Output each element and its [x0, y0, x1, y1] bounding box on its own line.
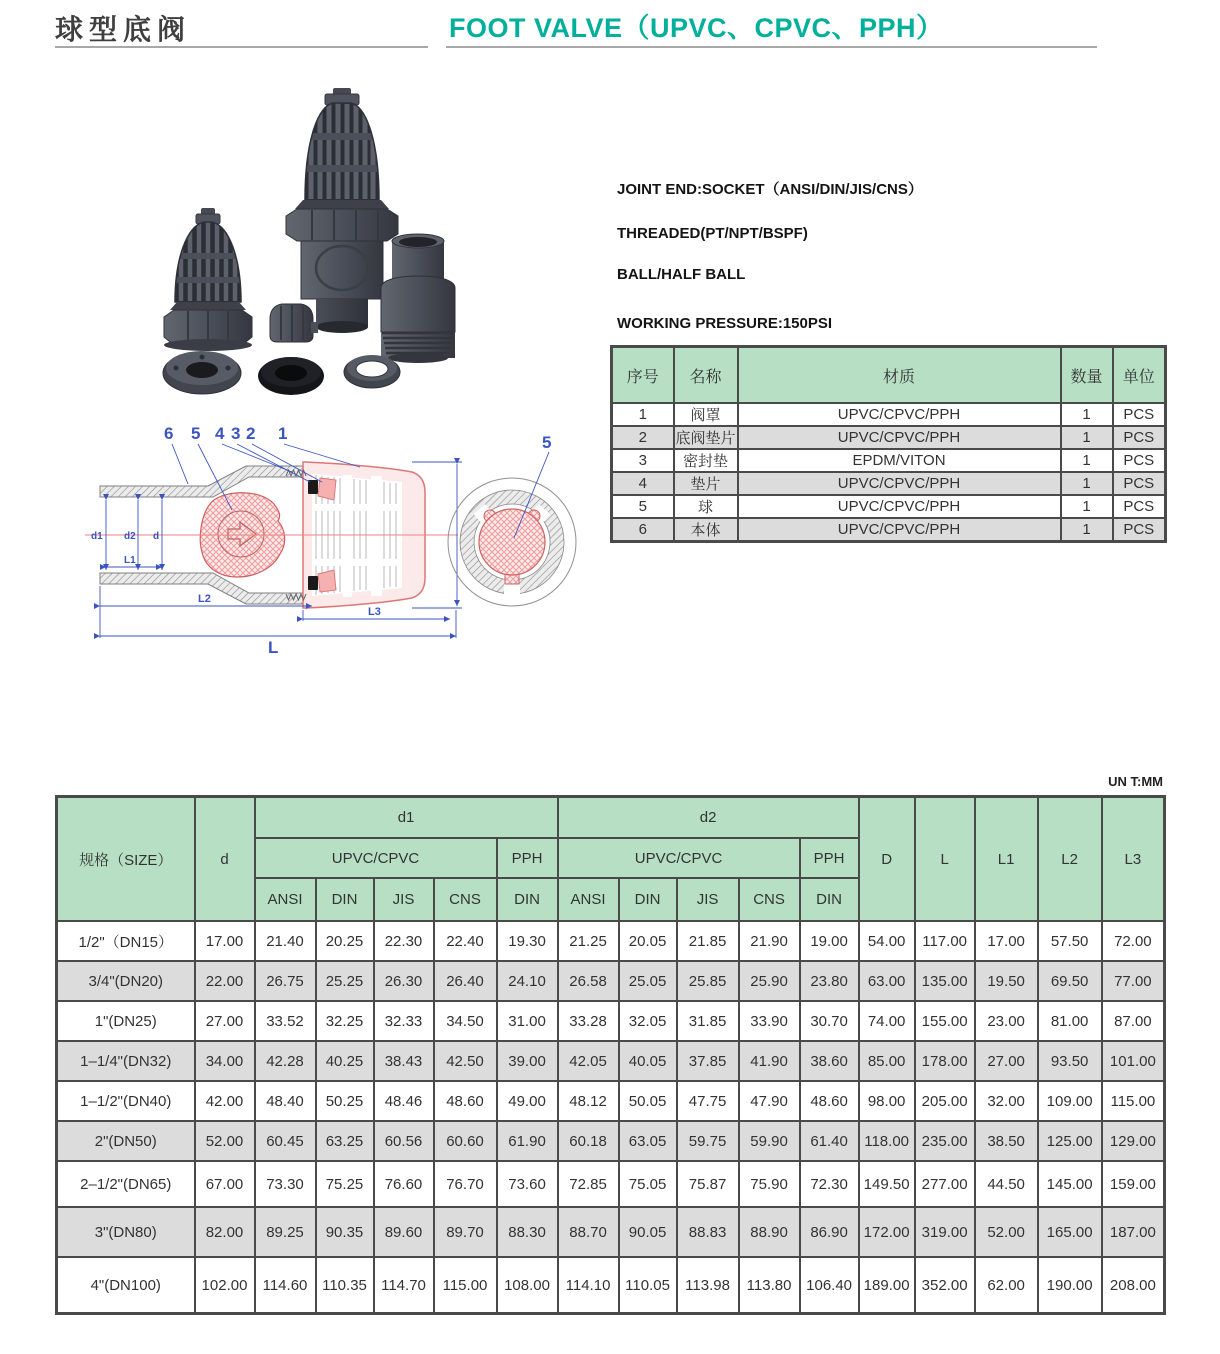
value-cell: 21.85: [677, 921, 739, 961]
size-cell: 3/4"(DN20): [57, 961, 195, 1001]
value-cell: 32.00: [975, 1081, 1038, 1121]
value-cell: 38.60: [800, 1041, 859, 1081]
value-cell: 75.90: [739, 1161, 800, 1207]
callout-front-5: 5: [542, 433, 552, 452]
value-cell: 61.40: [800, 1121, 859, 1161]
value-cell: 25.85: [677, 961, 739, 1001]
size-cell: 1–1/2"(DN40): [57, 1081, 195, 1121]
value-cell: 165.00: [1038, 1207, 1102, 1257]
size-cell: 1–1/4"(DN32): [57, 1041, 195, 1081]
material-group-pph: PPH: [497, 838, 558, 878]
value-cell: 50.05: [619, 1081, 677, 1121]
dim-label-d: d: [153, 531, 160, 542]
standard-header: ANSI: [255, 878, 316, 921]
cell: 1: [1061, 403, 1113, 426]
value-cell: 25.25: [316, 961, 374, 1001]
column-header-D: D: [859, 797, 915, 922]
value-cell: 21.90: [739, 921, 800, 961]
cell: PCS: [1113, 426, 1166, 449]
value-cell: 54.00: [859, 921, 915, 961]
value-cell: 27.00: [195, 1001, 255, 1041]
size-cell: 1"(DN25): [57, 1001, 195, 1041]
page-title-chinese: 球型底阀: [55, 14, 192, 45]
value-cell: 38.43: [374, 1041, 434, 1081]
value-cell: 82.00: [195, 1207, 255, 1257]
value-cell: 74.00: [859, 1001, 915, 1041]
spec-line: THREADED(PT/NPT/BSPF): [617, 225, 808, 242]
size-cell: 1/2"（DN15）: [57, 921, 195, 961]
value-cell: 114.70: [374, 1257, 434, 1314]
dim-table-body: [57, 921, 1165, 1314]
callout-3: 3: [231, 424, 241, 443]
value-cell: 41.90: [739, 1041, 800, 1081]
drawing-front-view: [448, 433, 576, 606]
value-cell: 110.35: [316, 1257, 374, 1314]
value-cell: 115.00: [1102, 1081, 1165, 1121]
value-cell: 106.40: [800, 1257, 859, 1314]
value-cell: 90.35: [316, 1207, 374, 1257]
cell: 1: [1061, 472, 1113, 495]
value-cell: 40.05: [619, 1041, 677, 1081]
header-divider-left: [55, 46, 428, 48]
callout-5: 5: [191, 424, 201, 443]
table-row: [612, 403, 1166, 426]
value-cell: 85.00: [859, 1041, 915, 1081]
value-cell: 32.33: [374, 1001, 434, 1041]
value-cell: 60.60: [434, 1121, 497, 1161]
table-row: [612, 518, 1166, 542]
value-cell: 205.00: [915, 1081, 975, 1121]
value-cell: 61.90: [497, 1121, 558, 1161]
cell: UPVC/CPVC/PPH: [738, 403, 1061, 426]
value-cell: 149.50: [859, 1161, 915, 1207]
value-cell: 32.05: [619, 1001, 677, 1041]
column-header-d: d: [195, 797, 255, 922]
value-cell: 69.50: [1038, 961, 1102, 1001]
callout-1: 1: [278, 424, 288, 443]
value-cell: 81.00: [1038, 1001, 1102, 1041]
dim-label-l2: L2: [198, 593, 211, 605]
value-cell: 49.00: [497, 1081, 558, 1121]
dim-label-l: L: [268, 638, 279, 655]
value-cell: 21.25: [558, 921, 619, 961]
column-header-size: 规格（SIZE）: [57, 797, 195, 922]
table-row: [612, 449, 1166, 472]
column-header: 序号: [612, 347, 674, 404]
value-cell: 31.00: [497, 1001, 558, 1041]
dim-label-l3: L3: [368, 606, 381, 618]
cell: 密封垫: [674, 449, 738, 472]
value-cell: 19.00: [800, 921, 859, 961]
value-cell: 88.30: [497, 1207, 558, 1257]
drawing-section-view: [85, 462, 458, 608]
callout-6: 6: [164, 424, 174, 443]
value-cell: 75.87: [677, 1161, 739, 1207]
photo-cap: [270, 304, 318, 342]
cell: 1: [1061, 518, 1113, 542]
value-cell: 72.85: [558, 1161, 619, 1207]
value-cell: 72.30: [800, 1161, 859, 1207]
cell: UPVC/CPVC/PPH: [738, 518, 1061, 542]
column-header: 材质: [738, 347, 1061, 404]
value-cell: 115.00: [434, 1257, 497, 1314]
cell: 6: [612, 518, 674, 542]
standard-header: DIN: [497, 878, 558, 921]
value-cell: 24.10: [497, 961, 558, 1001]
cell: PCS: [1113, 472, 1166, 495]
table-row: [57, 961, 1165, 1001]
value-cell: 39.00: [497, 1041, 558, 1081]
standard-header: DIN: [316, 878, 374, 921]
unit-note: UN T:MM: [1108, 774, 1163, 789]
column-header-L1: L1: [975, 797, 1038, 922]
cell: 1: [612, 403, 674, 426]
value-cell: 38.50: [975, 1121, 1038, 1161]
value-cell: 33.52: [255, 1001, 316, 1041]
cell: UPVC/CPVC/PPH: [738, 426, 1061, 449]
table-row: [57, 921, 1165, 961]
value-cell: 319.00: [915, 1207, 975, 1257]
value-cell: 125.00: [1038, 1121, 1102, 1161]
value-cell: 172.00: [859, 1207, 915, 1257]
value-cell: 63.00: [859, 961, 915, 1001]
value-cell: 235.00: [915, 1121, 975, 1161]
column-header-L: L: [915, 797, 975, 922]
material-group-upvc-cpvc: UPVC/CPVC: [558, 838, 800, 878]
value-cell: 47.75: [677, 1081, 739, 1121]
value-cell: 26.30: [374, 961, 434, 1001]
standard-header: JIS: [677, 878, 739, 921]
value-cell: 117.00: [915, 921, 975, 961]
value-cell: 40.25: [316, 1041, 374, 1081]
value-cell: 31.85: [677, 1001, 739, 1041]
parts-table-header-row: [612, 347, 1166, 404]
table-row: [57, 1081, 1165, 1121]
value-cell: 50.25: [316, 1081, 374, 1121]
spec-line: BALL/HALF BALL: [617, 266, 746, 283]
value-cell: 109.00: [1038, 1081, 1102, 1121]
callout-4: 4: [215, 424, 225, 443]
size-cell: 3"(DN80): [57, 1207, 195, 1257]
parts-table: [610, 345, 1167, 543]
value-cell: 77.00: [1102, 961, 1165, 1001]
value-cell: 352.00: [915, 1257, 975, 1314]
value-cell: 33.28: [558, 1001, 619, 1041]
column-group-d1: d1: [255, 797, 558, 839]
value-cell: 17.00: [975, 921, 1038, 961]
value-cell: 25.05: [619, 961, 677, 1001]
value-cell: 52.00: [195, 1121, 255, 1161]
value-cell: 118.00: [859, 1121, 915, 1161]
value-cell: 30.70: [800, 1001, 859, 1041]
column-header: 名称: [674, 347, 738, 404]
cell: EPDM/VITON: [738, 449, 1061, 472]
material-group-upvc-cpvc: UPVC/CPVC: [255, 838, 497, 878]
value-cell: 129.00: [1102, 1121, 1165, 1161]
value-cell: 19.50: [975, 961, 1038, 1001]
value-cell: 87.00: [1102, 1001, 1165, 1041]
value-cell: 76.70: [434, 1161, 497, 1207]
table-row: [57, 1257, 1165, 1314]
value-cell: 72.00: [1102, 921, 1165, 961]
value-cell: 25.90: [739, 961, 800, 1001]
value-cell: 44.50: [975, 1161, 1038, 1207]
value-cell: 76.60: [374, 1161, 434, 1207]
cell: 4: [612, 472, 674, 495]
value-cell: 48.12: [558, 1081, 619, 1121]
product-photo: [100, 75, 600, 420]
header-divider-right: [446, 46, 1097, 48]
value-cell: 75.25: [316, 1161, 374, 1207]
value-cell: 26.40: [434, 961, 497, 1001]
value-cell: 34.50: [434, 1001, 497, 1041]
value-cell: 88.83: [677, 1207, 739, 1257]
column-header: 数量: [1061, 347, 1113, 404]
size-cell: 4"(DN100): [57, 1257, 195, 1314]
table-row: [57, 1207, 1165, 1257]
cell: UPVC/CPVC/PPH: [738, 472, 1061, 495]
callout-2: 2: [246, 424, 256, 443]
value-cell: 47.90: [739, 1081, 800, 1121]
value-cell: 20.05: [619, 921, 677, 961]
value-cell: 101.00: [1102, 1041, 1165, 1081]
value-cell: 63.25: [316, 1121, 374, 1161]
value-cell: 73.60: [497, 1161, 558, 1207]
material-group-pph: PPH: [800, 838, 859, 878]
standard-header: ANSI: [558, 878, 619, 921]
photo-strainer-small: [164, 208, 252, 351]
value-cell: 33.90: [739, 1001, 800, 1041]
column-header-L2: L2: [1038, 797, 1102, 922]
value-cell: 114.60: [255, 1257, 316, 1314]
value-cell: 190.00: [1038, 1257, 1102, 1314]
value-cell: 20.25: [316, 921, 374, 961]
value-cell: 62.00: [975, 1257, 1038, 1314]
dim-label-l1: L1: [124, 555, 136, 566]
value-cell: 110.05: [619, 1257, 677, 1314]
value-cell: 59.75: [677, 1121, 739, 1161]
value-cell: 48.60: [800, 1081, 859, 1121]
value-cell: 48.46: [374, 1081, 434, 1121]
dimension-table: [55, 795, 1166, 1315]
value-cell: 113.80: [739, 1257, 800, 1314]
dim-label-d2: d2: [124, 531, 136, 542]
value-cell: 42.05: [558, 1041, 619, 1081]
cell: PCS: [1113, 495, 1166, 518]
value-cell: 37.85: [677, 1041, 739, 1081]
standard-header: CNS: [434, 878, 497, 921]
size-cell: 2"(DN50): [57, 1121, 195, 1161]
value-cell: 189.00: [859, 1257, 915, 1314]
page-title-english: FOOT VALVE（UPVC、CPVC、PPH）: [449, 13, 944, 43]
column-group-d2: d2: [558, 797, 859, 839]
value-cell: 89.70: [434, 1207, 497, 1257]
value-cell: 108.00: [497, 1257, 558, 1314]
table-row: [612, 426, 1166, 449]
cell: 阀罩: [674, 403, 738, 426]
table-row: [57, 1121, 1165, 1161]
table-row: [57, 1041, 1165, 1081]
value-cell: 60.56: [374, 1121, 434, 1161]
value-cell: 42.50: [434, 1041, 497, 1081]
value-cell: 42.00: [195, 1081, 255, 1121]
value-cell: 89.25: [255, 1207, 316, 1257]
cell: 5: [612, 495, 674, 518]
value-cell: 155.00: [915, 1001, 975, 1041]
photo-gasket-rubber: [258, 357, 324, 395]
value-cell: 277.00: [915, 1161, 975, 1207]
spec-line: JOINT END:SOCKET（ANSI/DIN/JIS/CNS）: [617, 181, 923, 198]
value-cell: 135.00: [915, 961, 975, 1001]
table-row: [57, 1161, 1165, 1207]
cell: 垫片: [674, 472, 738, 495]
cell: 本体: [674, 518, 738, 542]
dim-header-row-1: [57, 797, 1165, 839]
value-cell: 187.00: [1102, 1207, 1165, 1257]
value-cell: 34.00: [195, 1041, 255, 1081]
value-cell: 22.30: [374, 921, 434, 961]
value-cell: 88.90: [739, 1207, 800, 1257]
value-cell: 98.00: [859, 1081, 915, 1121]
value-cell: 60.18: [558, 1121, 619, 1161]
value-cell: 67.00: [195, 1161, 255, 1207]
value-cell: 88.70: [558, 1207, 619, 1257]
cell: 底阀垫片: [674, 426, 738, 449]
cell: UPVC/CPVC/PPH: [738, 495, 1061, 518]
value-cell: 23.80: [800, 961, 859, 1001]
value-cell: 57.50: [1038, 921, 1102, 961]
value-cell: 42.28: [255, 1041, 316, 1081]
value-cell: 17.00: [195, 921, 255, 961]
value-cell: 60.45: [255, 1121, 316, 1161]
value-cell: 90.05: [619, 1207, 677, 1257]
dim-label-d1: d1: [91, 531, 103, 542]
value-cell: 114.10: [558, 1257, 619, 1314]
photo-socket-adapter: [381, 234, 455, 363]
cell: 1: [1061, 426, 1113, 449]
value-cell: 178.00: [915, 1041, 975, 1081]
cell: 1: [1061, 495, 1113, 518]
cell: PCS: [1113, 518, 1166, 542]
value-cell: 19.30: [497, 921, 558, 961]
value-cell: 63.05: [619, 1121, 677, 1161]
value-cell: 89.60: [374, 1207, 434, 1257]
photo-gasket-ring: [344, 355, 400, 388]
standard-header: JIS: [374, 878, 434, 921]
table-row: [612, 495, 1166, 518]
value-cell: 27.00: [975, 1041, 1038, 1081]
value-cell: 102.00: [195, 1257, 255, 1314]
spec-line: WORKING PRESSURE:150PSI: [617, 315, 833, 332]
value-cell: 26.58: [558, 961, 619, 1001]
cell: 3: [612, 449, 674, 472]
value-cell: 26.75: [255, 961, 316, 1001]
cell: 球: [674, 495, 738, 518]
value-cell: 22.00: [195, 961, 255, 1001]
cell: PCS: [1113, 403, 1166, 426]
value-cell: 21.40: [255, 921, 316, 961]
value-cell: 32.25: [316, 1001, 374, 1041]
cell: 1: [1061, 449, 1113, 472]
cell: PCS: [1113, 449, 1166, 472]
value-cell: 48.40: [255, 1081, 316, 1121]
column-header: 单位: [1113, 347, 1166, 404]
value-cell: 23.00: [975, 1001, 1038, 1041]
table-row: [57, 1001, 1165, 1041]
value-cell: 86.90: [800, 1207, 859, 1257]
value-cell: 75.05: [619, 1161, 677, 1207]
value-cell: 145.00: [1038, 1161, 1102, 1207]
value-cell: 22.40: [434, 921, 497, 961]
value-cell: 113.98: [677, 1257, 739, 1314]
value-cell: 59.90: [739, 1121, 800, 1161]
standard-header: DIN: [800, 878, 859, 921]
value-cell: 93.50: [1038, 1041, 1102, 1081]
standard-header: CNS: [739, 878, 800, 921]
size-cell: 2–1/2"(DN65): [57, 1161, 195, 1207]
cell: 2: [612, 426, 674, 449]
standard-header: DIN: [619, 878, 677, 921]
value-cell: 52.00: [975, 1207, 1038, 1257]
photo-gasket-flange: [163, 351, 241, 394]
technical-drawing: [60, 420, 640, 655]
value-cell: 48.60: [434, 1081, 497, 1121]
parts-table-body: [612, 403, 1166, 542]
column-header-L3: L3: [1102, 797, 1165, 922]
table-row: [612, 472, 1166, 495]
value-cell: 208.00: [1102, 1257, 1165, 1314]
value-cell: 159.00: [1102, 1161, 1165, 1207]
value-cell: 73.30: [255, 1161, 316, 1207]
